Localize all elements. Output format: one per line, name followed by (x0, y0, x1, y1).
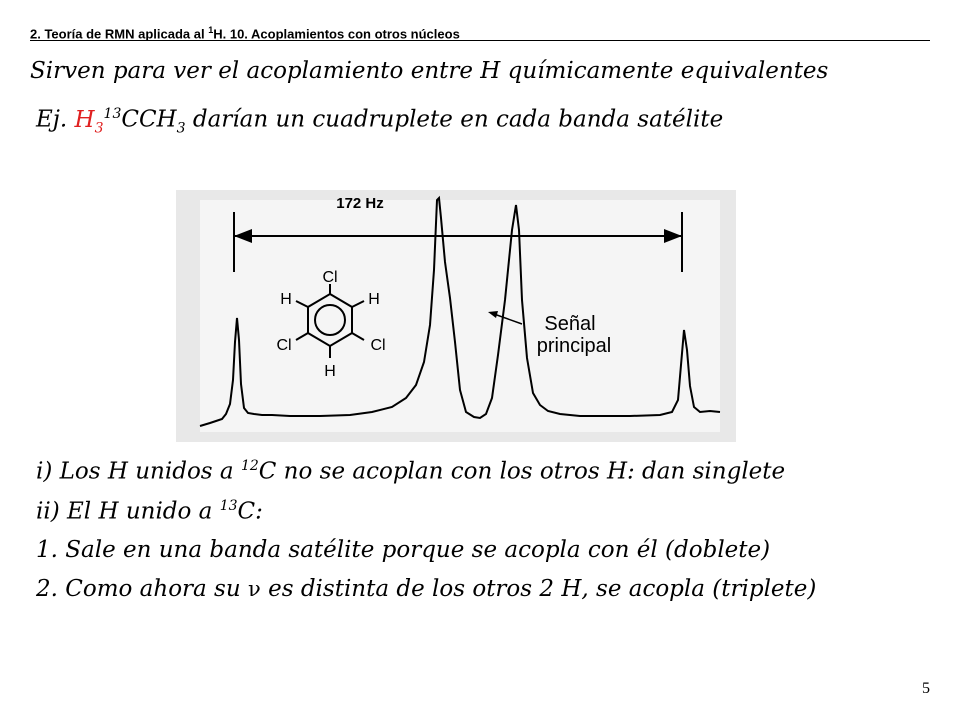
mol-cl-left: Cl (276, 337, 292, 354)
b2-a: ii) El H unido a (36, 498, 220, 525)
page-number: 5 (922, 680, 930, 697)
ex-cch: CCH (121, 106, 177, 133)
bullet-1 (36, 458, 785, 485)
b1-a: i) Los H unidos a (36, 458, 241, 485)
mol-h-bottom: H (324, 363, 336, 380)
header-title-b: H. 10. Acoplamientos con otros núcleos (213, 26, 460, 42)
hz-label: 172 Hz (336, 195, 384, 212)
b4-a: 2. Como ahora su (36, 576, 248, 602)
mol-cl-top: Cl (322, 269, 338, 286)
bullet-3: 1. Sale en una banda satélite porque se acopla con él (doblete) (36, 537, 771, 563)
signal-label-line1: Señal (544, 313, 596, 335)
ex-h: H (74, 106, 95, 133)
ex-rest: darían un cuadruplete en cada banda satélite (185, 106, 724, 133)
b2-sup: 13 (219, 498, 238, 514)
header-title-sup: 1 (208, 25, 214, 35)
mol-h-right: H (368, 291, 380, 308)
bullet-2 (36, 498, 263, 525)
intro-line1: Sirven para ver el acoplamiento entre H químicamente equivalentes (30, 58, 829, 84)
b2-b: C: (237, 498, 263, 525)
ex-sub3b: 3 (176, 120, 186, 137)
nu-symbol: ν (248, 577, 261, 601)
ex-sub3: 3 (94, 120, 104, 137)
ex-sup13: 13 (103, 106, 122, 122)
b1-sup: 12 (240, 458, 259, 474)
mol-h-left: H (280, 291, 292, 308)
bullet-4 (36, 576, 816, 602)
mol-cl-right: Cl (370, 337, 386, 354)
figure-inner-panel (200, 200, 720, 432)
ex-prefix: Ej. (36, 106, 75, 133)
b4-b: es distinta de los otros 2 H, se acopla (triplete) (260, 576, 817, 602)
signal-label-line2: principal (536, 335, 612, 357)
b1-b: C no se acoplan con los otros H: dan singlete (258, 458, 786, 485)
header-title-a: 2. Teoría de RMN aplicada al (30, 26, 209, 42)
